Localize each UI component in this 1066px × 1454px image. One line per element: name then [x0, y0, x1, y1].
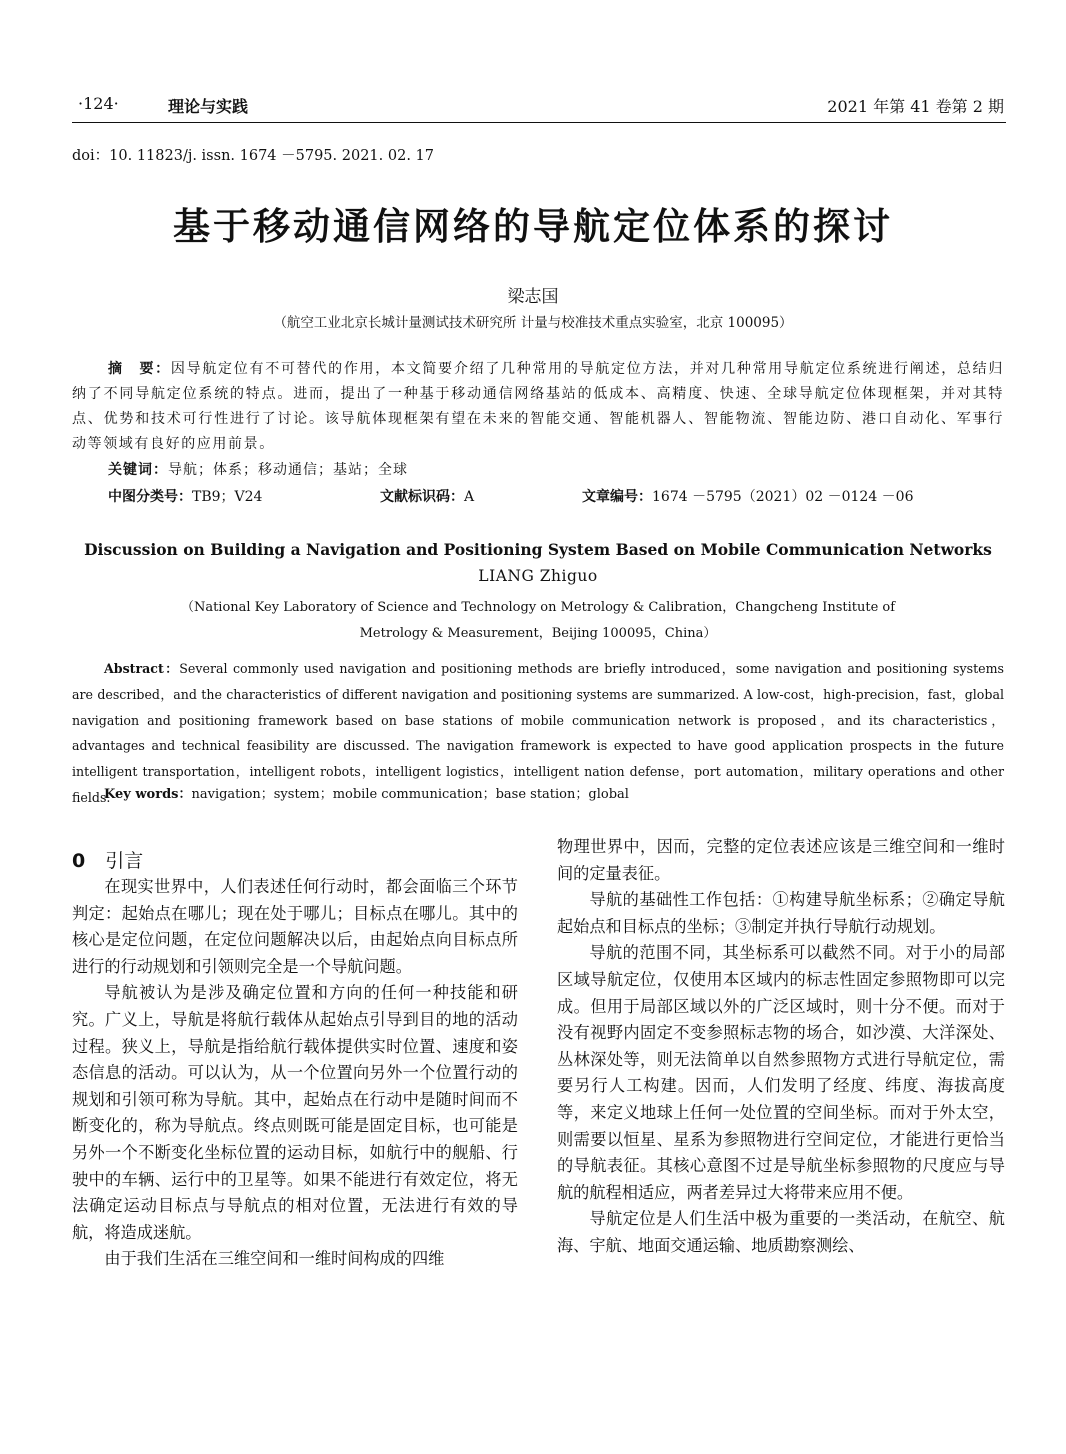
body-paragraph: 导航的范围不同，其坐标系可以截然不同。对于小的局部区域导航定位，仅使用本区域内的标志性固定参照物即可以完成。但用于局部区域以外的广泛区域时，则十分不便。而对于没有视野内固定不变参照标志物的场合，如沙漠、大洋深处、丛林深处等，则无法简单以自然参照物方式进行导航定位，需要另行人工构建。因而，人们发明了经度、纬度、海拔高度等，来定义地球上任何一处位置的空间坐标。而对于外太空，则需要以恒星、星系为参照物进行空间定位，才能进行更恰当的导航表征。其核心意图不过是导航坐标参照物的尺度应与导航的航程相适应，两者差异过大将带来应用不便。: [557, 943, 1005, 1202]
article-id-group: [582, 486, 914, 506]
keywords-cn-label: 关键词：: [108, 462, 168, 478]
section-number: 0: [72, 850, 86, 872]
body-paragraph: 由于我们生活在三维空间和一维时间构成的四维: [104, 1249, 445, 1269]
body-paragraph-continuation: 物理世界中，因而，完整的定位表述应该是三维空间和一维时间的定量表征。: [557, 837, 1005, 883]
keywords-en-text: navigation；system；mobile communication；base station；global: [191, 787, 629, 802]
doi: doi：10. 11823/j. issn. 1674 －5795. 2021. 02. 17: [72, 148, 434, 164]
abstract-en-label: Abstract：: [104, 661, 180, 676]
abstract-cn-label: 摘 要：: [108, 361, 171, 377]
abstract-cn: [72, 357, 1004, 457]
doc-code-group: [380, 486, 474, 506]
body-paragraph: 导航的基础性工作包括：①构建导航坐标系；②确定导航起始点和目标点的坐标；③制定并执行导航行动规划。: [557, 890, 1005, 936]
journal-section: 理论与实践: [168, 97, 249, 116]
clc-group: [108, 486, 262, 506]
body-column-left: [72, 874, 518, 1273]
affiliation: （航空工业北京长城计量测试技术研究所 计量与校准技术重点实验室，北京 100095）: [273, 315, 793, 331]
body-paragraph: 导航被认为是涉及确定位置和方向的任何一种技能和研究。广义上，导航是将航行载体从起始点引导到目的地的活动过程。狭义上，导航是指给航行载体提供实时位置、速度和姿态信息的活动。可以认为，从一个位置向另外一个位置行动的规划和引领可称为导航。其中，起始点在行动中是随时间而不断变化的，称为导航点。终点则既可能是固定目标，也可能是另外一个不断变化坐标位置的运动目标，如航行中的舰船、行驶中的车辆、运行中的卫星等。如果不能进行有效定位，将无法确定运动目标点与导航点的相对位置，无法进行有效的导航，将造成迷航。: [72, 983, 518, 1242]
issue-info: 2021 年第 41 卷第 2 期: [827, 97, 1004, 116]
abstract-en-text: Several commonly used navigation and positioning methods are briefly introduced，some navigation and positioning systems are described，and the characteristics of different navigation and positioning systems are summarized. A low-cost，high-precision，fast，global navigation and positioning framework based on base stations of mobile communication network is proposed，and its characteristics，advantages and technical feasibility are discussed. The navigation framework is expected to have good application prospects in the future intelligent transportation，intelligent robots，intelligent logistics，intelligent nation defense，port automation，military operations and other fields.: [72, 661, 1005, 805]
page-number: ·124·: [78, 94, 119, 113]
paper-title: 基于移动通信网络的导航定位体系的探讨: [173, 205, 893, 248]
keywords-en: [104, 783, 629, 802]
doc-code-label: 文献标识码：: [380, 489, 464, 505]
english-author: LIANG Zhiguo: [478, 567, 598, 585]
body-paragraph: 在现实世界中，人们表述任何行动时，都会面临三个环节判定：起始点在哪儿；现在处于哪儿；目标点在哪儿。其中的核心是定位问题，在定位问题解决以后，由起始点向目标点所进行的行动规划和引领则完全是一个导航问题。: [72, 877, 518, 976]
keywords-en-label: Key words：: [104, 787, 192, 802]
keywords-cn-text: 导航；体系；移动通信；基站；全球: [168, 462, 408, 478]
running-header: [72, 94, 1006, 123]
english-title: Discussion on Building a Navigation and Positioning System Based on Mobile Communication Networks: [84, 540, 992, 559]
author: 梁志国: [507, 287, 559, 307]
body-paragraph: 导航定位是人们生活中极为重要的一类活动，在航空、航海、宇航、地面交通运输、地质勘察测绘、: [557, 1209, 1005, 1255]
abstract-cn-text: 因导航定位有不可替代的作用，本文简要介绍了几种常用的导航定位方法，并对几种常用导航定位系统进行阐述，总结归纳了不同导航定位系统的特点。进而，提出了一种基于移动通信网络基站的低成本、高精度、快速、全球导航定位体现框架，并对其特点、优势和技术可行性进行了讨论。该导航体现框架有望在未来的智能交通、智能机器人、智能物流、智能边防、港口自动化、军事行动等领域有良好的应用前景。: [72, 361, 1004, 452]
body-column-right: [557, 834, 1005, 1260]
keywords-cn: [108, 459, 408, 479]
section-title: 引言: [105, 850, 144, 872]
section-heading: [72, 846, 143, 873]
clc-value: TB9；V24: [192, 489, 263, 505]
clc-label: 中图分类号：: [108, 489, 192, 505]
english-affiliation-line-1: （National Key Laboratory of Science and Technology on Metrology & Calibration，Changcheng Institute of: [180, 600, 896, 615]
article-id-label: 文章编号：: [582, 489, 652, 505]
doc-code-value: A: [464, 489, 475, 505]
article-id-value: 1674 －5795（2021）02 －0124 －06: [652, 489, 914, 505]
english-affiliation-line-2: Metrology & Measurement，Beijing 100095，China）: [359, 626, 717, 641]
